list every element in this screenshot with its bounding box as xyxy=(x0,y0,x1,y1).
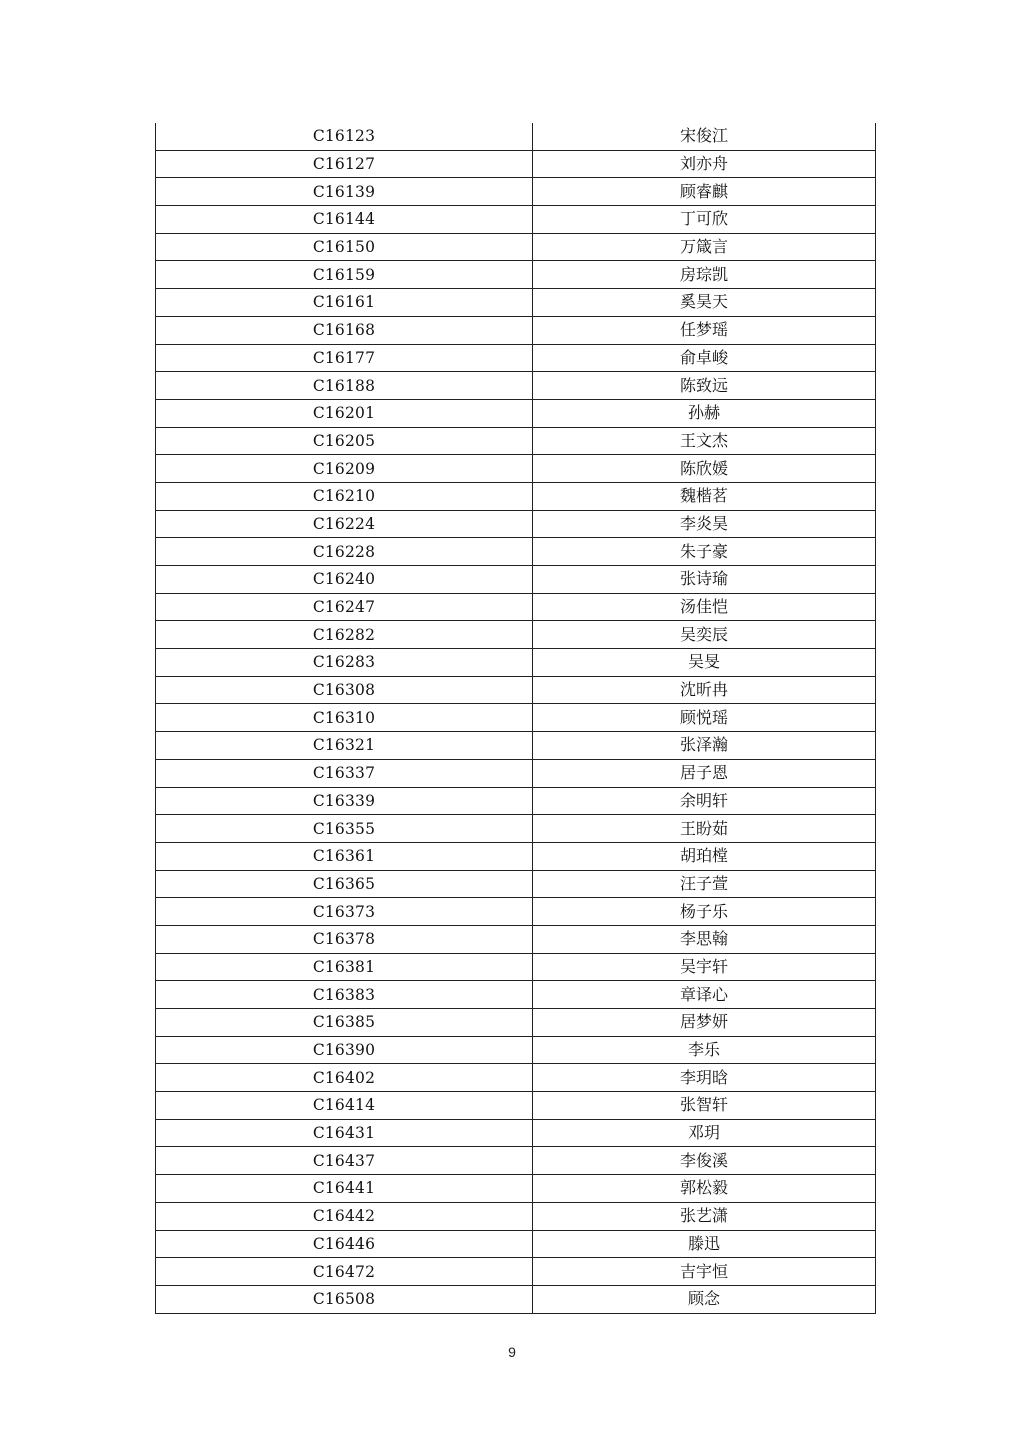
table-row xyxy=(156,815,876,843)
student-id-cell: C16159 xyxy=(156,261,533,289)
student-name-cell: 顾睿麒 xyxy=(533,178,876,206)
student-id-cell: C16161 xyxy=(156,289,533,317)
table-row xyxy=(156,1119,876,1147)
table-row xyxy=(156,1285,876,1313)
student-id-cell: C16508 xyxy=(156,1285,533,1313)
student-name-cell: 刘亦舟 xyxy=(533,150,876,178)
student-name-cell: 宋俊江 xyxy=(533,123,876,150)
student-name-cell: 张艺潇 xyxy=(533,1202,876,1230)
student-id-cell: C16228 xyxy=(156,538,533,566)
table-row xyxy=(156,732,876,760)
student-id-cell: C16437 xyxy=(156,1147,533,1175)
student-id-cell: C16144 xyxy=(156,206,533,234)
table-row xyxy=(156,704,876,732)
student-id-cell: C16446 xyxy=(156,1230,533,1258)
student-id-cell: C16224 xyxy=(156,510,533,538)
student-name-cell: 郭松毅 xyxy=(533,1175,876,1203)
student-name-cell: 吴旻 xyxy=(533,649,876,677)
roster-table xyxy=(155,123,876,1314)
student-name-cell: 杨子乐 xyxy=(533,898,876,926)
student-name-cell: 滕迅 xyxy=(533,1230,876,1258)
student-name-cell: 任梦瑶 xyxy=(533,316,876,344)
student-id-cell: C16442 xyxy=(156,1202,533,1230)
table-row xyxy=(156,123,876,150)
student-id-cell: C16283 xyxy=(156,649,533,677)
table-row xyxy=(156,759,876,787)
student-id-cell: C16355 xyxy=(156,815,533,843)
student-name-cell: 房琮凯 xyxy=(533,261,876,289)
student-id-cell: C16127 xyxy=(156,150,533,178)
student-name-cell: 汤佳恺 xyxy=(533,593,876,621)
student-name-cell: 丁可欣 xyxy=(533,206,876,234)
student-id-cell: C16188 xyxy=(156,372,533,400)
table-row xyxy=(156,538,876,566)
student-name-cell: 陈致远 xyxy=(533,372,876,400)
table-row xyxy=(156,1258,876,1286)
student-name-cell: 邓玥 xyxy=(533,1119,876,1147)
student-name-cell: 李俊溪 xyxy=(533,1147,876,1175)
table-row xyxy=(156,593,876,621)
student-name-cell: 吉宇恒 xyxy=(533,1258,876,1286)
table-row xyxy=(156,676,876,704)
student-id-cell: C16472 xyxy=(156,1258,533,1286)
table-row xyxy=(156,1147,876,1175)
table-row xyxy=(156,206,876,234)
table-row xyxy=(156,399,876,427)
student-id-cell: C16365 xyxy=(156,870,533,898)
table-row xyxy=(156,233,876,261)
student-id-cell: C16361 xyxy=(156,842,533,870)
table-row xyxy=(156,150,876,178)
student-id-cell: C16414 xyxy=(156,1092,533,1120)
table-row xyxy=(156,1064,876,1092)
table-row xyxy=(156,1230,876,1258)
student-name-cell: 孙赫 xyxy=(533,399,876,427)
student-id-cell: C16310 xyxy=(156,704,533,732)
student-id-cell: C16402 xyxy=(156,1064,533,1092)
student-id-cell: C16282 xyxy=(156,621,533,649)
table-row xyxy=(156,566,876,594)
student-name-cell: 俞卓峻 xyxy=(533,344,876,372)
student-id-cell: C16150 xyxy=(156,233,533,261)
roster-table-body xyxy=(156,123,876,1313)
table-row xyxy=(156,1092,876,1120)
table-row xyxy=(156,1036,876,1064)
student-name-cell: 万箴言 xyxy=(533,233,876,261)
student-id-cell: C16381 xyxy=(156,953,533,981)
student-name-cell: 吴奕辰 xyxy=(533,621,876,649)
table-row xyxy=(156,842,876,870)
table-row xyxy=(156,981,876,1009)
student-id-cell: C16373 xyxy=(156,898,533,926)
student-id-cell: C16431 xyxy=(156,1119,533,1147)
student-name-cell: 李乐 xyxy=(533,1036,876,1064)
student-name-cell: 居梦妍 xyxy=(533,1009,876,1037)
table-row xyxy=(156,178,876,206)
table-row xyxy=(156,510,876,538)
student-id-cell: C16321 xyxy=(156,732,533,760)
table-row xyxy=(156,649,876,677)
student-id-cell: C16168 xyxy=(156,316,533,344)
table-row xyxy=(156,261,876,289)
table-row xyxy=(156,289,876,317)
student-name-cell: 余明轩 xyxy=(533,787,876,815)
table-row xyxy=(156,787,876,815)
page-number: 9 xyxy=(508,1344,516,1360)
student-id-cell: C16378 xyxy=(156,925,533,953)
student-id-cell: C16177 xyxy=(156,344,533,372)
student-name-cell: 李炎昊 xyxy=(533,510,876,538)
student-id-cell: C16209 xyxy=(156,455,533,483)
student-name-cell: 奚昊天 xyxy=(533,289,876,317)
student-name-cell: 魏楷茗 xyxy=(533,482,876,510)
student-name-cell: 张诗瑜 xyxy=(533,566,876,594)
table-row xyxy=(156,1175,876,1203)
student-name-cell: 王盼茹 xyxy=(533,815,876,843)
student-name-cell: 朱子豪 xyxy=(533,538,876,566)
table-row xyxy=(156,898,876,926)
student-name-cell: 李玥晗 xyxy=(533,1064,876,1092)
student-name-cell: 顾悦瑶 xyxy=(533,704,876,732)
table-row xyxy=(156,427,876,455)
student-name-cell: 李思翰 xyxy=(533,925,876,953)
student-id-cell: C16441 xyxy=(156,1175,533,1203)
table-row xyxy=(156,344,876,372)
table-row xyxy=(156,1202,876,1230)
student-name-cell: 顾念 xyxy=(533,1285,876,1313)
student-id-cell: C16201 xyxy=(156,399,533,427)
table-row xyxy=(156,316,876,344)
student-id-cell: C16337 xyxy=(156,759,533,787)
student-id-cell: C16385 xyxy=(156,1009,533,1037)
student-id-cell: C16139 xyxy=(156,178,533,206)
student-id-cell: C16210 xyxy=(156,482,533,510)
student-name-cell: 张泽瀚 xyxy=(533,732,876,760)
student-id-cell: C16247 xyxy=(156,593,533,621)
student-name-cell: 沈昕冉 xyxy=(533,676,876,704)
table-row xyxy=(156,870,876,898)
table-row xyxy=(156,482,876,510)
table-row xyxy=(156,925,876,953)
student-name-cell: 居子恩 xyxy=(533,759,876,787)
student-id-cell: C16383 xyxy=(156,981,533,1009)
table-row xyxy=(156,953,876,981)
student-id-cell: C16205 xyxy=(156,427,533,455)
table-row xyxy=(156,372,876,400)
student-name-cell: 陈欣媛 xyxy=(533,455,876,483)
table-row xyxy=(156,455,876,483)
table-row xyxy=(156,1009,876,1037)
student-name-cell: 汪子萱 xyxy=(533,870,876,898)
student-name-cell: 胡珀樘 xyxy=(533,842,876,870)
student-id-cell: C16339 xyxy=(156,787,533,815)
table-row xyxy=(156,621,876,649)
student-id-cell: C16240 xyxy=(156,566,533,594)
student-name-cell: 章译心 xyxy=(533,981,876,1009)
student-id-cell: C16123 xyxy=(156,123,533,150)
student-name-cell: 吴宇轩 xyxy=(533,953,876,981)
student-id-cell: C16390 xyxy=(156,1036,533,1064)
student-name-cell: 王文杰 xyxy=(533,427,876,455)
student-name-cell: 张智轩 xyxy=(533,1092,876,1120)
student-id-cell: C16308 xyxy=(156,676,533,704)
